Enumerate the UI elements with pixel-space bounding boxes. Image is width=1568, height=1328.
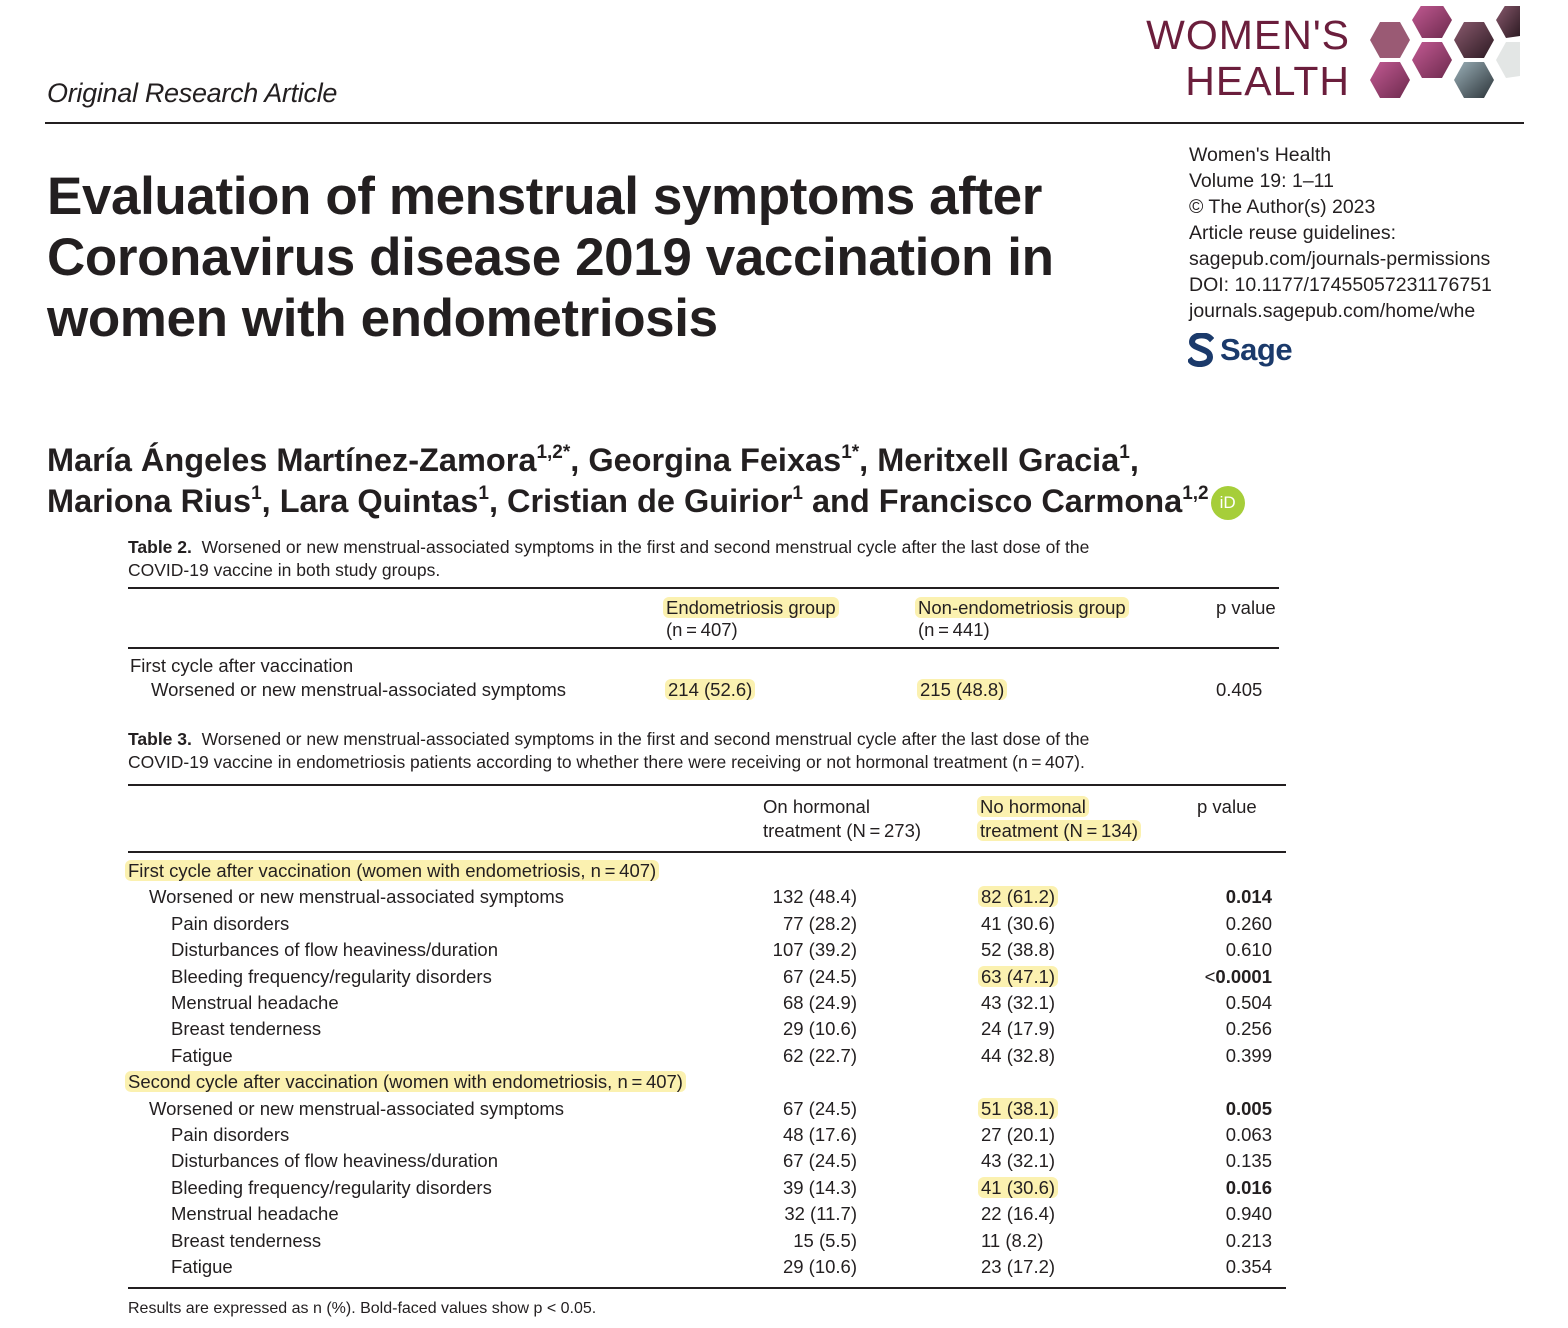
pvalue-number: 0.005 (1225, 1097, 1272, 1119)
author-list (47, 440, 1447, 522)
separator: , (261, 483, 280, 519)
journal-logo-line2: HEALTH (1185, 58, 1350, 104)
pvalue-number: 0.399 (1225, 1044, 1272, 1066)
pvalue-number: 0.016 (1225, 1176, 1272, 1198)
cell-value: 82 (61.2) (978, 886, 1058, 907)
table3-row-label: Bleeding frequency/regularity disorders (171, 1176, 492, 1198)
table2-row-label: Worsened or new menstrual-associated symptoms (151, 679, 567, 700)
table3-no-hormonal-value (981, 1203, 1055, 1225)
cell-value: 41 (30.6) (978, 1177, 1058, 1198)
pvalue-number: 0.504 (1225, 992, 1272, 1013)
pvalue-prefix: < (1204, 965, 1216, 987)
article-type-label: Original Research Article (47, 78, 338, 108)
header-text: Endometriosis group (663, 597, 839, 618)
table3-row-label: Disturbances of flow heaviness/duration (171, 1150, 499, 1172)
journal-logo-line1: WOMEN'S (1146, 12, 1350, 58)
header-divider (45, 122, 1524, 124)
sage-logo (1188, 331, 1292, 369)
table3-header-on-line2: treatment (N = 273) (763, 820, 922, 841)
table3-on-hormonal-value: 39 (14.3) (782, 1176, 857, 1198)
sage-wordmark: Sage (1220, 332, 1293, 367)
table3-no-hormonal-value (981, 1256, 1055, 1278)
table3-pvalue (1160, 1098, 1272, 1120)
author-name: Meritxell Gracia (877, 442, 1120, 478)
table3-no-hormonal-value (981, 1177, 1058, 1199)
table3-on-hormonal-value: 68 (24.9) (782, 992, 857, 1013)
table3-pvalue (1160, 939, 1272, 961)
table3-row-label: Worsened or new menstrual-associated symptoms (149, 1097, 565, 1119)
author-affiliation: 1 (251, 483, 262, 504)
cell-value: 51 (38.1) (978, 1098, 1058, 1119)
separator: , (859, 442, 878, 478)
table3-no-hormonal-value (981, 1018, 1055, 1040)
table3-no-hormonal-value (981, 1098, 1058, 1120)
journal-logo-wordmark (1130, 12, 1350, 104)
table3-pvalue (1160, 1230, 1272, 1252)
pvalue-number: 0.063 (1225, 1124, 1272, 1145)
separator: , (488, 483, 508, 519)
pvalue-number: 0.014 (1225, 886, 1272, 908)
table3-on-hormonal-value: 67 (24.5) (782, 1150, 857, 1172)
table3-row-label: Pain disorders (171, 1124, 290, 1145)
table2-caption-line1: Worsened or new menstrual-associated symptoms in the first and second menstrual cycle after the last dose of the (201, 537, 1090, 557)
doi-link[interactable]: DOI: 10.1177/17455057231176751 (1189, 274, 1492, 296)
table3-bottom-rule (128, 1287, 1286, 1289)
table3-caption-line2: COVID-19 vaccine in endometriosis patients according to whether there were receiving or not hormonal treatment (n = 407). (128, 752, 1085, 772)
table2-header-pvalue: p value (1216, 597, 1276, 618)
journal-name: Women's Health (1189, 144, 1332, 166)
pvalue-number: 0.256 (1225, 1018, 1272, 1040)
table3-pvalue (1160, 913, 1272, 935)
cell-value: 22 (16.4) (981, 1203, 1056, 1225)
separator: , (1129, 442, 1139, 478)
table3-on-hormonal-value: 48 (17.6) (782, 1124, 857, 1145)
cell-value: 41 (30.6) (981, 912, 1056, 934)
author-name: Lara Quintas (279, 483, 479, 519)
table3-on-hormonal-value: 29 (10.6) (782, 1018, 857, 1040)
author-line-2 (47, 481, 1447, 522)
author-name: Georgina Feixas (588, 442, 842, 478)
table3-on-hormonal-value: 67 (24.5) (782, 965, 857, 987)
table2-section-title: First cycle after vaccination (130, 655, 354, 676)
separator: and (802, 483, 879, 519)
table3-on-hormonal-value: 67 (24.5) (782, 1097, 857, 1119)
table3-caption-line1: Worsened or new menstrual-associated symptoms in the first and second menstrual cycle after the last dose of the (201, 729, 1090, 749)
hexagon-mosaic-icon (1360, 6, 1520, 114)
table3-pvalue (1160, 1203, 1272, 1225)
table3-no-hormonal-value (981, 1045, 1055, 1067)
author-name: Mariona Rius (47, 483, 252, 519)
table3-row-label: Pain disorders (171, 912, 290, 934)
pvalue-number: 0.260 (1225, 912, 1272, 934)
author-name: Cristian de Guirior (507, 483, 793, 519)
table3-row-label: Disturbances of flow heaviness/duration (171, 939, 499, 961)
table2-header-endo-n: (n = 407) (666, 619, 738, 640)
table3-no-hormonal-value (981, 992, 1055, 1014)
table3-pvalue (1160, 1150, 1272, 1172)
reuse-link[interactable]: sagepub.com/journals-permissions (1189, 248, 1491, 270)
table3-on-hormonal-value: 107 (39.2) (772, 939, 857, 961)
table3-pvalue (1160, 886, 1272, 908)
table3-pvalue (1160, 1124, 1272, 1146)
cell-value: 214 (52.6) (665, 679, 755, 700)
cell-value: 11 (8.2) (981, 1229, 1044, 1251)
title-line-3: women with endometriosis (47, 289, 718, 348)
table3-no-hormonal-value (981, 1230, 1043, 1252)
author-affiliation: 1 (478, 483, 489, 504)
table3-no-hormonal-value (981, 913, 1055, 935)
title-line-1: Evaluation of menstrual symptoms after (47, 167, 1042, 226)
pvalue-number: 0.940 (1225, 1203, 1272, 1225)
cell-value: 43 (32.1) (981, 992, 1056, 1013)
header-text: No hormonal (977, 796, 1089, 817)
table3-pvalue (1160, 992, 1272, 1014)
table2-caption-line2: COVID-19 vaccine in both study groups. (128, 560, 441, 580)
pvalue-number: 0.354 (1225, 1256, 1272, 1277)
volume-info: Volume 19: 1–11 (1189, 170, 1334, 192)
cell-value: 27 (20.1) (981, 1124, 1056, 1145)
table3-pvalue (1160, 1256, 1272, 1278)
title-line-2: Coronavirus disease 2019 vaccination in (47, 228, 1054, 287)
table3-on-hormonal-value: 32 (11.7) (784, 1203, 857, 1225)
table3-row-label: Fatigue (171, 1256, 233, 1277)
table3-pvalue (1160, 1177, 1272, 1199)
table3-row-label: Worsened or new menstrual-associated symptoms (149, 886, 565, 908)
pvalue-number: 0.213 (1225, 1229, 1272, 1251)
author-name: María Ángeles Martínez-Zamora (47, 442, 537, 478)
table3-no-hormonal-value (981, 886, 1058, 908)
cell-value: 43 (32.1) (981, 1150, 1056, 1172)
author-affiliation: 1,2 (1182, 483, 1209, 504)
table2-nonendo-value (920, 679, 1007, 701)
table3-on-hormonal-value: 29 (10.6) (782, 1256, 857, 1277)
table3-footnote: Results are expressed as n (%). Bold-faced values show p < 0.05. (128, 1300, 597, 1317)
pvalue-number: 0.135 (1225, 1150, 1272, 1172)
journal-logo (1130, 6, 1530, 114)
table3-on-hormonal-value: 62 (22.7) (782, 1044, 857, 1066)
table3-row-label: Breast tenderness (171, 1229, 322, 1251)
table2-header-nonendo (918, 597, 1129, 619)
table3-no-hormonal-value (981, 1150, 1055, 1172)
copyright: © The Author(s) 2023 (1189, 196, 1376, 218)
journal-home-link[interactable]: journals.sagepub.com/home/whe (1189, 300, 1476, 322)
author-affiliation: 1,2* (536, 442, 571, 463)
section-title-text: Second cycle after vaccination (women with endometriosis, n = 407) (125, 1071, 686, 1092)
author-name: Francisco Carmona (878, 483, 1183, 519)
table2-label: Table 2. (128, 537, 192, 557)
table3-pvalue (1160, 966, 1272, 988)
separator: , (570, 442, 589, 478)
table3-label: Table 3. (128, 729, 192, 749)
table3-header-no-line1 (980, 796, 1089, 818)
cell-value: 52 (38.8) (981, 939, 1056, 961)
table3-no-hormonal-value (981, 939, 1055, 961)
table2-header-nonendo-n: (n = 441) (918, 619, 990, 640)
reuse-label: Article reuse guidelines: (1189, 222, 1397, 244)
article-title (47, 166, 1127, 349)
table3-pvalue (1160, 1018, 1272, 1040)
pvalue-number: 0.0001 (1215, 965, 1272, 987)
table3-row-label: Menstrual headache (171, 1203, 339, 1225)
table2-pvalue: 0.405 (1216, 679, 1263, 700)
table3-no-hormonal-value (981, 1124, 1055, 1146)
table3-header-rule (128, 851, 1286, 853)
table3-row-label: Bleeding frequency/regularity disorders (171, 965, 492, 987)
table3-row-label: Fatigue (171, 1044, 233, 1066)
header-text: treatment (N = 134) (977, 820, 1141, 841)
table3-on-hormonal-value: 132 (48.4) (772, 886, 857, 908)
cell-value: 44 (32.8) (981, 1044, 1056, 1066)
cell-value: 24 (17.9) (981, 1018, 1056, 1040)
table3-on-hormonal-value: 77 (28.2) (782, 912, 857, 934)
cell-value: 63 (47.1) (978, 966, 1058, 987)
sage-s-icon (1188, 333, 1214, 367)
author-affiliation: 1* (841, 442, 860, 463)
orcid-icon[interactable]: iD (1211, 486, 1245, 520)
table2-header-rule (128, 647, 1279, 649)
table3-header-no-line2 (980, 820, 1141, 842)
table3-top-rule (128, 784, 1286, 786)
table3-header-pvalue: p value (1197, 796, 1257, 817)
cell-value: 23 (17.2) (981, 1256, 1056, 1277)
table2-endo-value (668, 679, 755, 701)
table3-section-title (128, 860, 659, 882)
table2-caption (128, 536, 1089, 582)
author-line-1 (47, 440, 1447, 481)
header-text: Non-endometriosis group (915, 597, 1129, 618)
author-affiliation: 1 (1119, 442, 1130, 463)
journal-meta (1189, 142, 1492, 324)
table3-no-hormonal-value (981, 966, 1058, 988)
table3-header-on-line1: On hormonal (763, 796, 870, 817)
cell-value: 215 (48.8) (917, 679, 1007, 700)
author-affiliation: 1 (792, 483, 803, 504)
section-title-text: First cycle after vaccination (women with endometriosis, n = 407) (125, 860, 659, 881)
table3-row-label: Menstrual headache (171, 992, 339, 1013)
table2-header-endo (666, 597, 839, 619)
table3-on-hormonal-value: 15 (5.5) (793, 1229, 857, 1251)
table3-caption (128, 728, 1089, 774)
table3-section-title (128, 1071, 686, 1093)
table3-pvalue (1160, 1045, 1272, 1067)
table2-top-rule (128, 587, 1279, 589)
pvalue-number: 0.610 (1225, 939, 1272, 961)
table3-row-label: Breast tenderness (171, 1018, 322, 1040)
